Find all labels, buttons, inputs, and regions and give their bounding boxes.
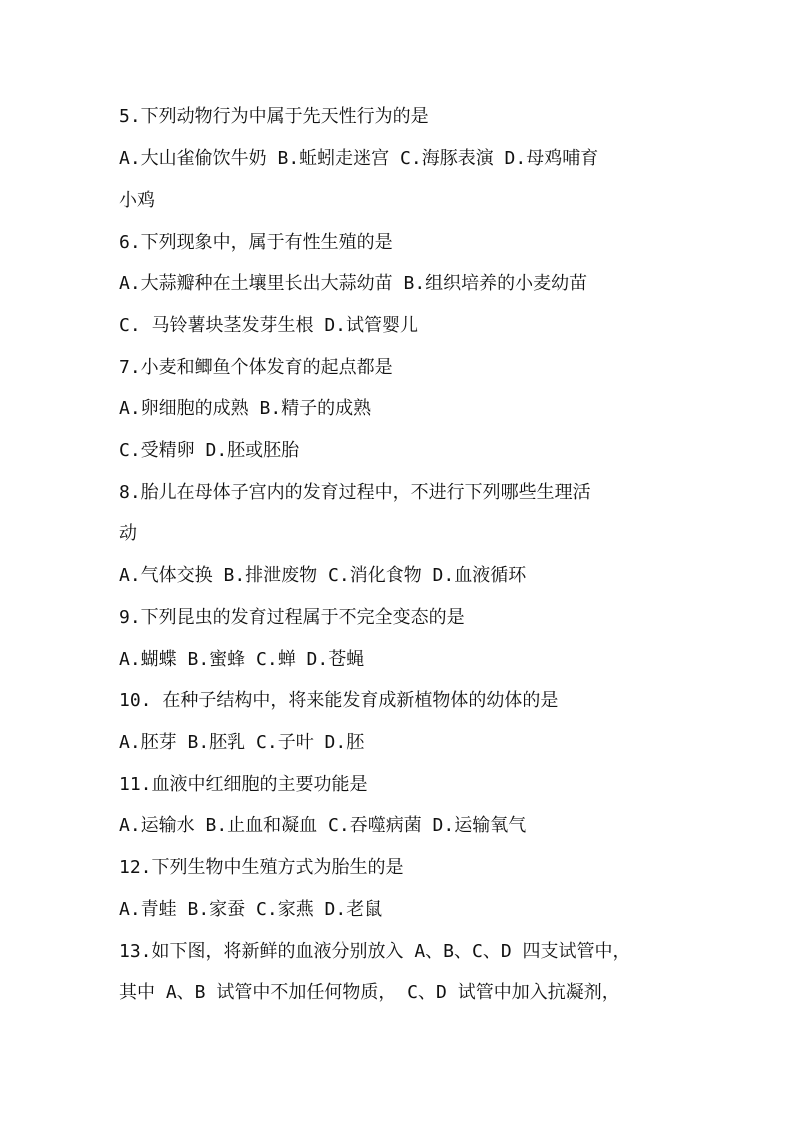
question-9-stem: 9.下列昆虫的发育过程属于不完全变态的是 <box>119 607 465 628</box>
question-7-stem: 7.小麦和鲫鱼个体发育的起点都是 <box>119 357 393 378</box>
question-8-stem: 8.胎儿在母体子宫内的发育过程中，不进行下列哪些生理活 <box>119 482 591 503</box>
question-12-options: A.青蛙 B.家蚕 C.家燕 D.老鼠 <box>119 899 383 920</box>
question-10-options: A.胚芽 B.胚乳 C.子叶 D.胚 <box>119 732 365 753</box>
question-11-options: A.运输水 B.止血和凝血 C.吞噬病菌 D.运输氧气 <box>119 815 527 836</box>
question-9-options: A.蝴蝶 B.蜜蜂 C.蝉 D.苍蝇 <box>119 649 365 670</box>
question-5-stem: 5.下列动物行为中属于先天性行为的是 <box>119 106 429 127</box>
question-6-options-cd: C. 马铃薯块茎发芽生根 D.试管婴儿 <box>119 315 419 336</box>
question-8-stem-cont: 动 <box>119 523 137 544</box>
question-5-options-cont: 小鸡 <box>119 190 155 211</box>
question-13-stem: 13.如下图，将新鲜的血液分别放入 A、B、C、D 四支试管中， <box>119 941 631 962</box>
question-8-options: A.气体交换 B.排泄废物 C.消化食物 D.血液循环 <box>119 565 527 586</box>
question-10-stem: 10. 在种子结构中，将来能发育成新植物体的幼体的是 <box>119 690 559 711</box>
question-6-stem: 6.下列现象中，属于有性生殖的是 <box>119 232 393 253</box>
question-11-stem: 11.血液中红细胞的主要功能是 <box>119 774 368 795</box>
question-6-options-ab: A.大蒜瓣种在土壤里长出大蒜幼苗 B.组织培养的小麦幼苗 <box>119 273 588 294</box>
question-13-stem-cont: 其中 A、B 试管中不加任何物质， C、D 试管中加入抗凝剂， <box>119 982 620 1003</box>
question-5-options: A.大山雀偷饮牛奶 B.蚯蚓走迷宫 C.海豚表演 D.母鸡哺育 <box>119 148 599 169</box>
question-12-stem: 12.下列生物中生殖方式为胎生的是 <box>119 857 404 878</box>
question-7-options-ab: A.卵细胞的成熟 B.精子的成熟 <box>119 398 372 419</box>
question-7-options-cd: C.受精卵 D.胚或胚胎 <box>119 440 300 461</box>
